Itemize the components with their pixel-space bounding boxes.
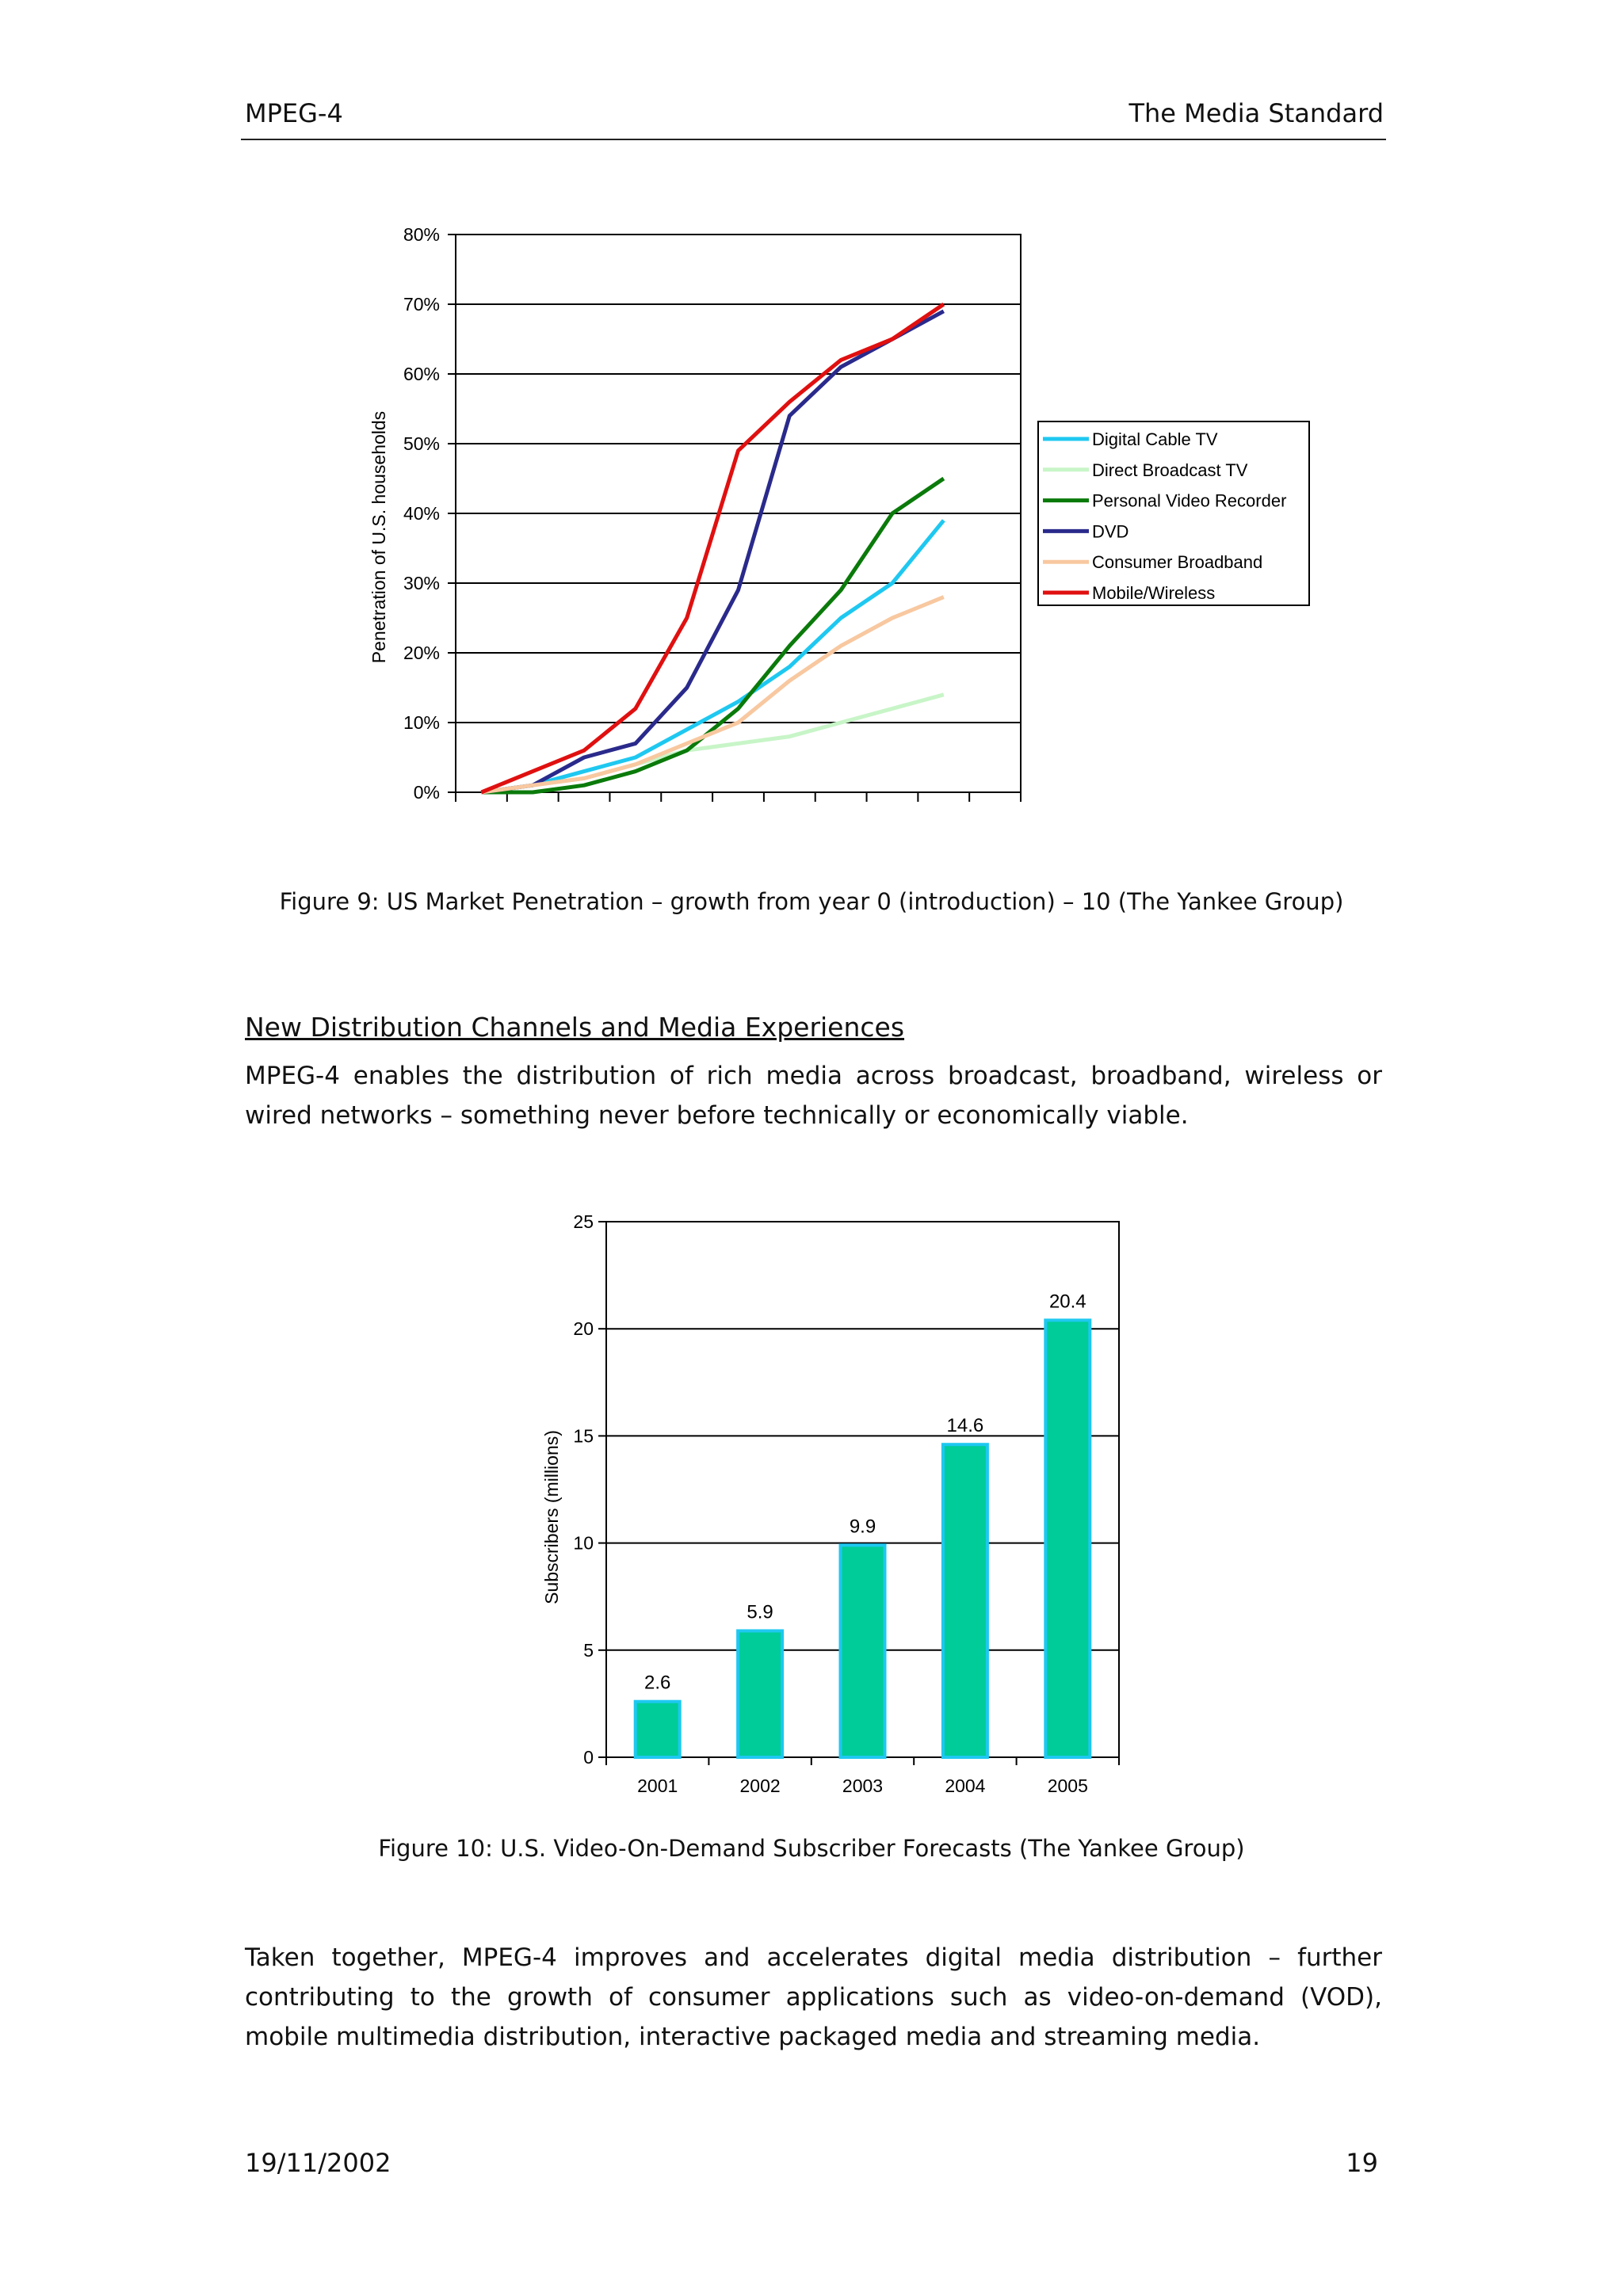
y-axis-title: Subscribers (millions) [541, 1430, 562, 1604]
footer-date: 19/11/2002 [245, 2148, 391, 2178]
bar [636, 1702, 680, 1757]
legend-label: Digital Cable TV [1092, 429, 1218, 449]
y-tick-label: 80% [403, 224, 440, 245]
section-heading: New Distribution Channels and Media Experiences [245, 1012, 905, 1043]
figure9-caption: Figure 9: US Market Penetration – growth from year 0 (introduction) – 10 (The Yankee Group) [279, 888, 1344, 915]
bar-value-label: 5.9 [747, 1601, 773, 1623]
y-tick-label: 10% [403, 712, 440, 733]
y-tick-label: 20% [403, 643, 440, 663]
legend-label: Mobile/Wireless [1092, 583, 1216, 603]
bar [943, 1444, 987, 1757]
y-tick-label: 60% [403, 364, 440, 384]
legend-label: DVD [1092, 521, 1129, 542]
bar-value-label: 20.4 [1048, 1291, 1086, 1313]
x-tick-label: 2005 [1047, 1775, 1088, 1796]
body-paragraph-2: Taken together, MPEG-4 improves and accelerates digital media distribution – further contributing to the growth of consumer applications such as video-on-demand (VOD), mobile multimedia distribution, interactive packaged media and streaming media. [245, 1943, 1382, 2051]
bar-value-label: 14.6 [946, 1415, 984, 1437]
y-axis-title: Penetration of U.S. households [369, 410, 389, 664]
legend-label: Consumer Broadband [1092, 552, 1263, 573]
y-tick-label: 40% [403, 503, 440, 524]
y-tick-label: 20 [573, 1318, 594, 1340]
x-tick-label: 2004 [945, 1775, 986, 1796]
bar [841, 1545, 885, 1757]
bar [738, 1630, 782, 1757]
x-tick-label: 2002 [739, 1775, 781, 1796]
y-tick-label: 25 [573, 1211, 594, 1232]
legend-label: Personal Video Recorder [1092, 490, 1287, 511]
y-tick-label: 0 [583, 1747, 594, 1768]
y-tick-label: 15 [573, 1425, 594, 1447]
y-tick-label: 50% [403, 433, 440, 454]
y-tick-label: 10 [573, 1532, 594, 1554]
x-tick-label: 2003 [842, 1775, 884, 1796]
x-tick-label: 2001 [637, 1775, 678, 1796]
header-title-left: MPEG-4 [245, 98, 343, 128]
footer-page-number: 19 [1346, 2148, 1378, 2178]
bar [1045, 1320, 1090, 1757]
header-title-right: The Media Standard [1128, 98, 1384, 128]
bar-value-label: 2.6 [644, 1672, 671, 1694]
y-tick-label: 0% [413, 782, 440, 803]
bar-value-label: 9.9 [849, 1516, 876, 1538]
legend-label: Direct Broadcast TV [1092, 460, 1248, 480]
y-tick-label: 30% [403, 573, 440, 593]
figure10-caption: Figure 10: U.S. Video-On-Demand Subscriber Forecasts (The Yankee Group) [378, 1835, 1245, 1862]
body-paragraph-1: MPEG-4 enables the distribution of rich media across broadcast, broadband, wireless or wired networks – something never before technically or economically viable. [245, 1062, 1382, 1130]
y-tick-label: 5 [583, 1639, 594, 1661]
y-tick-label: 70% [403, 294, 440, 315]
